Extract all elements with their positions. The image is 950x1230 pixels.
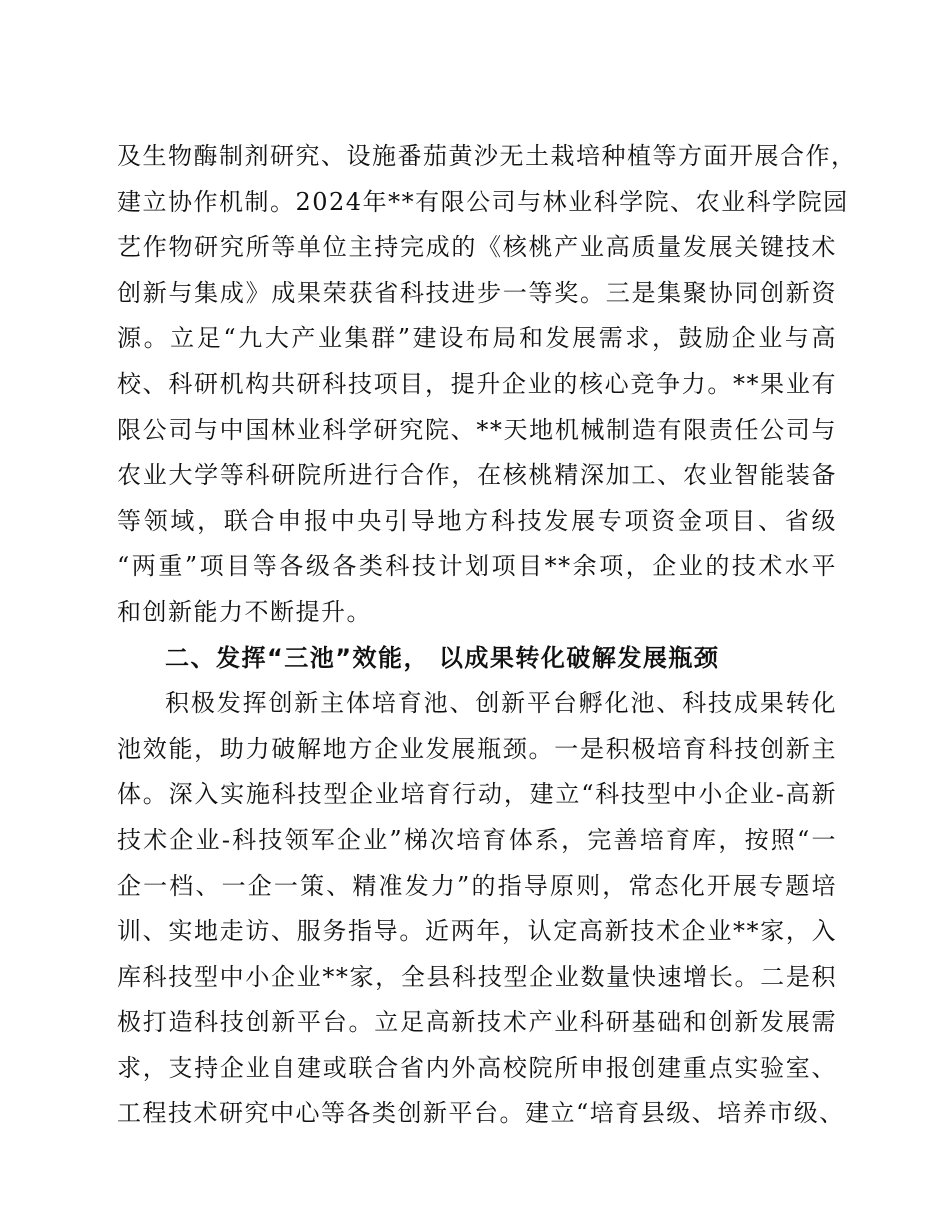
- text-line: 源。立足“九大产业集群”建设布局和发展需求，鼓励企业与高: [117, 324, 837, 353]
- text-line: 等领域，联合申报中央引导地方科技发展专项资金项目、省级: [117, 506, 837, 535]
- text-line: 农业大学等科研院所进行合作，在核桃精深加工、农业智能装备: [117, 461, 837, 490]
- text-line: 企一档、一企一策、精准发力”的指导原则，常态化开展专题培: [117, 871, 837, 900]
- text-line: 及生物酶制剂研究、设施番茄黄沙无土栽培种植等方面开展合作，: [117, 142, 857, 170]
- text-line: 技术企业-科技领军企业”梯次培育体系，完善培育库，按照“一: [117, 825, 837, 854]
- text-line: 创新与集成》成果荣获省科技进步一等奖。三是集聚协同创新资: [117, 278, 837, 307]
- paragraph-continuation: [117, 134, 857, 636]
- text-line: 工程技术研究中心等各类创新平台。建立“培育县级、培养市级、: [117, 1099, 845, 1128]
- document-body: [117, 134, 857, 1137]
- section-heading: 二、发挥“三池”效能， 以成果转化破解发展瓶颈: [165, 643, 720, 672]
- paragraph-section-2: [117, 681, 845, 1137]
- text-line: 校、科研机构共研科技项目，提升企业的核心竞争力。**果业有: [117, 369, 837, 398]
- text-line: 体。深入实施科技型企业培育行动，建立“科技型中小企业-高新: [117, 780, 837, 809]
- text-line: 训、实地走访、服务指导。近两年，认定高新技术企业**家，入: [117, 917, 837, 946]
- text-line: 积极发挥创新主体培育池、创新平台孵化池、科技成果转化: [165, 689, 837, 718]
- text-line: 限公司与中国林业科学研究院、**天地机械制造有限责任公司与: [117, 415, 837, 444]
- text-line: 库科技型中小企业**家，全县科技型企业数量快速增长。二是积: [117, 962, 837, 991]
- text-line: “两重”项目等各级各类科技计划项目**余项，企业的技术水平: [117, 552, 837, 581]
- text-line: 和创新能力不断提升。: [117, 597, 372, 626]
- text-line: 求，支持企业自建或联合省内外高校院所申报创建重点实验室、: [117, 1053, 837, 1082]
- text-line: 建立协作机制。2024年**有限公司与林业科学院、农业科学院园: [117, 187, 849, 216]
- text-line: 艺作物研究所等单位主持完成的《核桃产业高质量发展关键技术: [117, 233, 837, 262]
- text-line: 池效能，助力破解地方企业发展瓶颈。一是积极培育科技创新主: [117, 734, 837, 763]
- text-line: 极打造科技创新平台。立足高新技术产业科研基础和创新发展需: [117, 1008, 837, 1037]
